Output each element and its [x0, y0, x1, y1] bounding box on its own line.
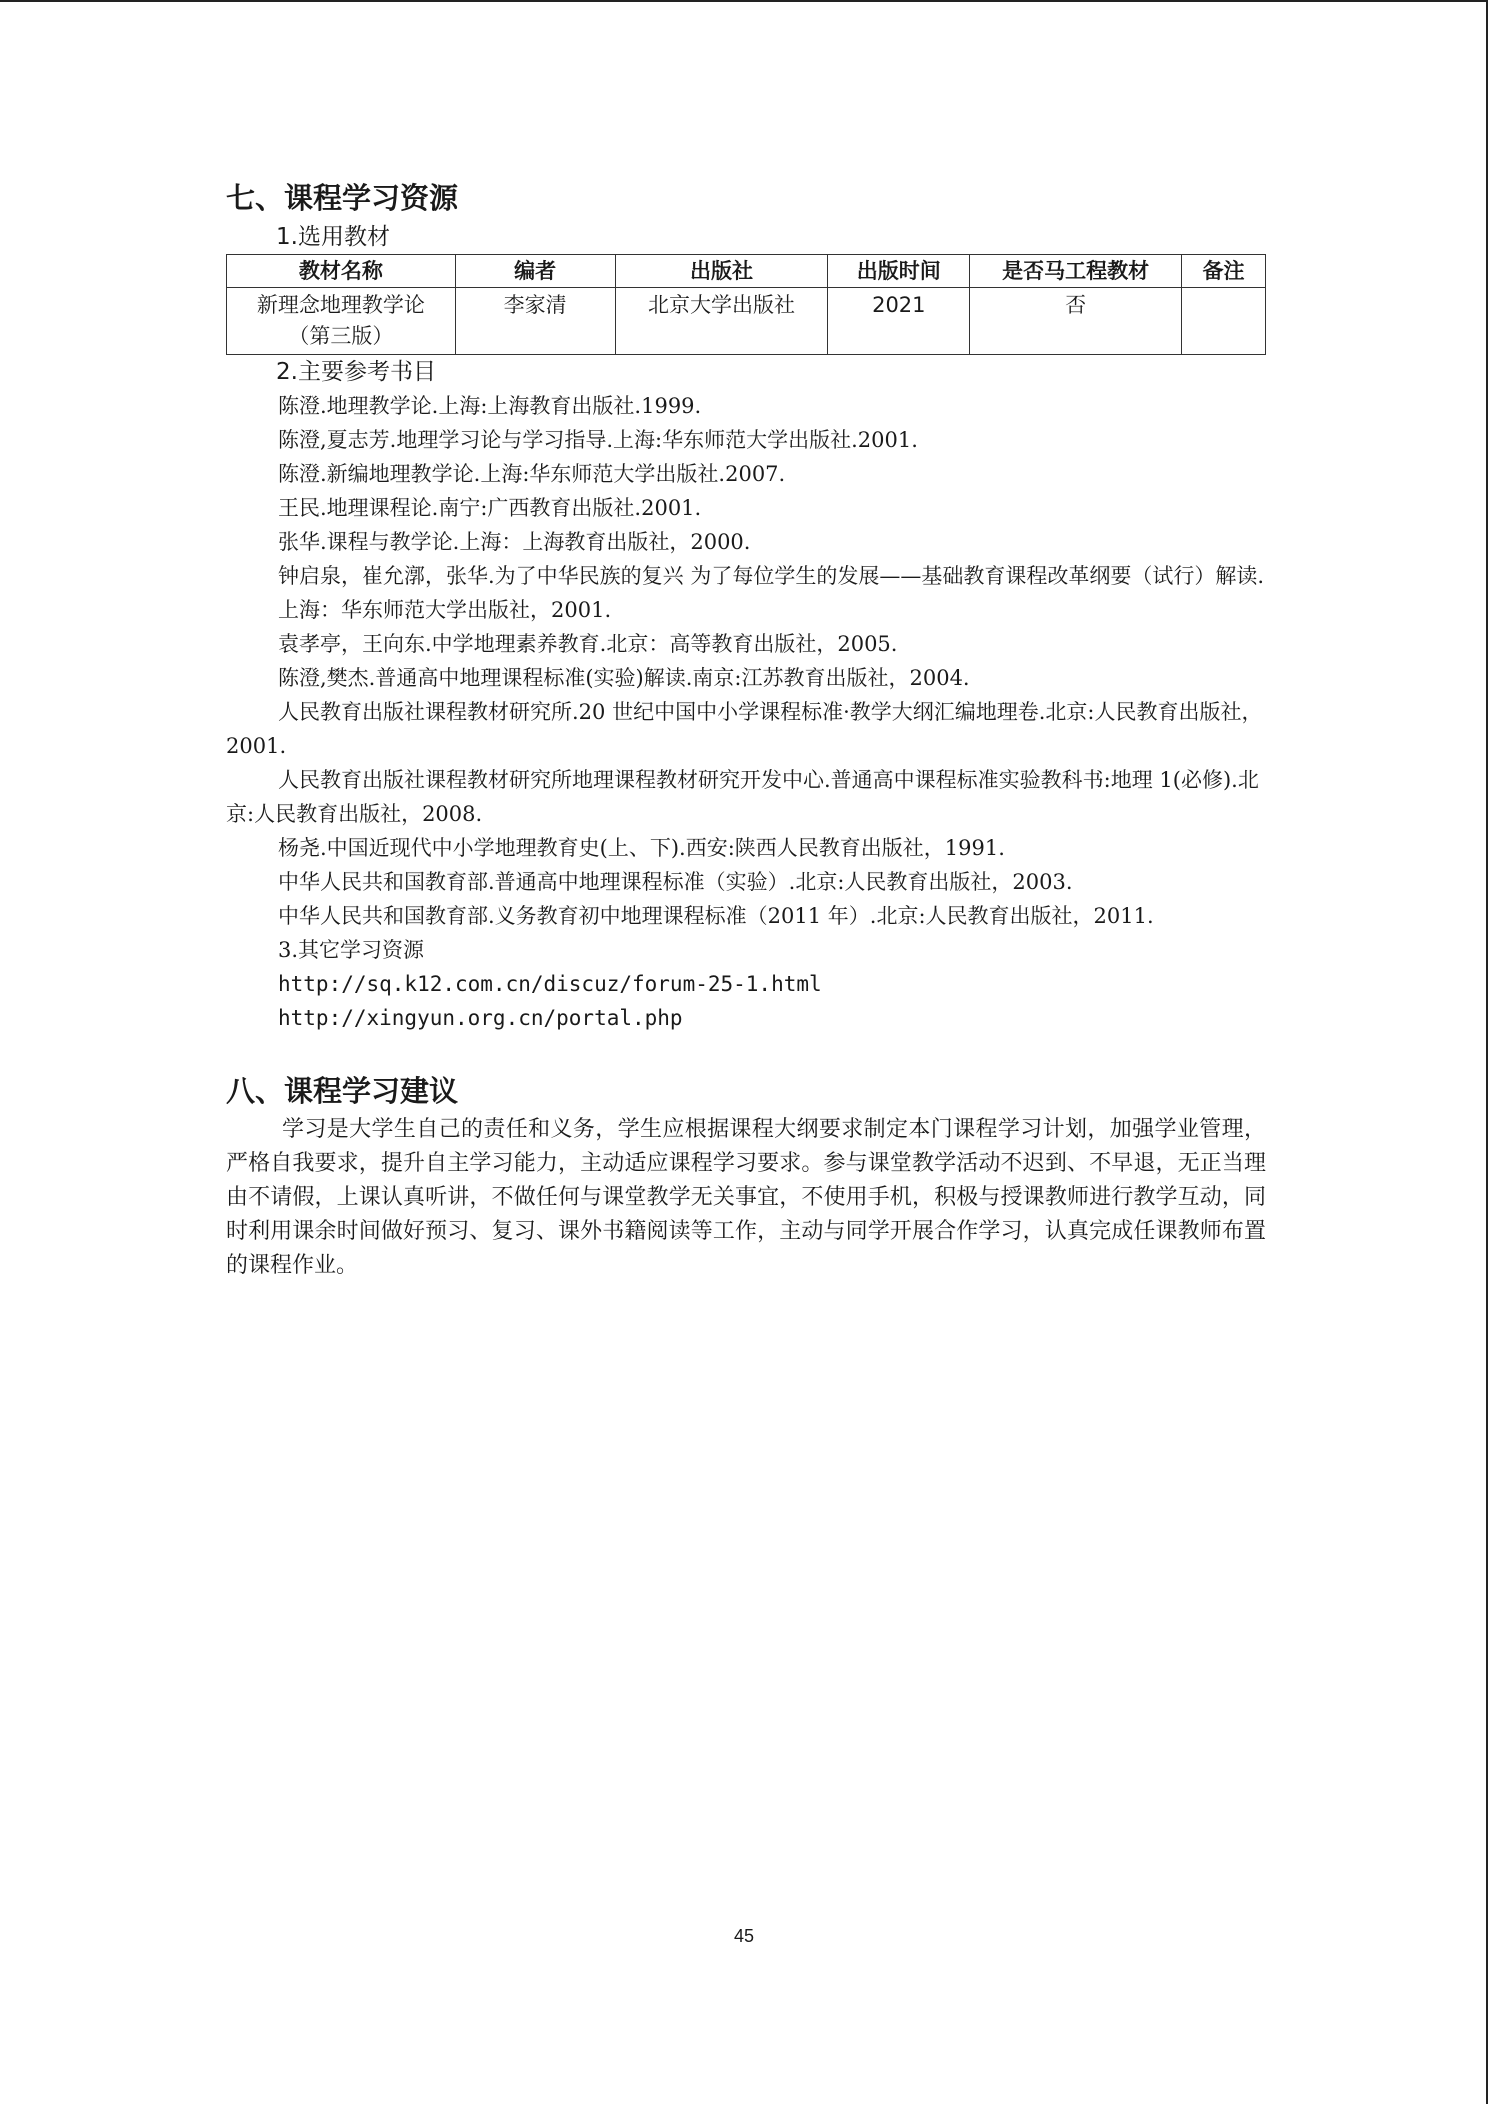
page-top-border — [0, 0, 1488, 2]
cell-note — [1182, 288, 1266, 355]
col-header-publisher: 出版社 — [615, 255, 828, 288]
col-header-editor: 编者 — [455, 255, 615, 288]
reference-item: 陈澄.地理教学论.上海:上海教育出版社.1999. — [278, 394, 702, 418]
reference-item: 人民教育出版社课程教材研究所地理课程教材研究开发中心.普通高中课程标准实验教科书:地理 1(必修).北京:人民教育出版社，2008. — [226, 768, 1259, 826]
section-7-title: 七、课程学习资源 — [226, 181, 459, 215]
cell-editor: 李家清 — [455, 288, 615, 355]
table-row — [227, 288, 1266, 355]
reference-item: 杨尧.中国近现代中小学地理教育史(上、下).西安:陕西人民教育出版社，1991. — [278, 836, 1005, 860]
study-advice-paragraph: 学习是大学生自己的责任和义务，学生应根据课程大纲要求制定本门课程学习计划，加强学业管理，严格自我要求，提升自主学习能力，主动适应课程学习要求。参与课堂教学活动不迟到、不早退，无正当理由不请假，上课认真听讲，不做任何与课堂教学无关事宜，不使用手机，积极与授课教师进行教学互动，同时利用课余时间做好预习、复习、课外书籍阅读等工作，主动与同学开展合作学习，认真完成任课教师布置的课程作业。 — [226, 1117, 1266, 1278]
reference-item: 中华人民共和国教育部.普通高中地理课程标准（实验）.北京:人民教育出版社，2003. — [278, 870, 1073, 894]
section-8-title: 八、课程学习建议 — [226, 1074, 459, 1108]
page-number: 45 — [733, 1926, 755, 1946]
references-subtitle: 2.主要参考书目 — [276, 359, 436, 385]
cell-name-line1: 新理念地理教学论 — [256, 293, 425, 317]
col-header-mgc: 是否马工程教材 — [970, 255, 1182, 288]
reference-item: 钟启泉，崔允漷，张华.为了中华民族的复兴 为了每位学生的发展——基础教育课程改革纲要（试行）解读.上海：华东师范大学出版社，2001. — [278, 564, 1265, 622]
resource-link[interactable]: http://xingyun.org.cn/portal.php — [278, 1006, 683, 1030]
reference-item: 人民教育出版社课程教材研究所.20 世纪中国中小学课程标准·教学大纲汇编地理卷.北京:人民教育出版社，2001. — [226, 700, 1263, 758]
textbook-subtitle: 1.选用教材 — [276, 224, 390, 250]
reference-item: 中华人民共和国教育部.义务教育初中地理课程标准（2011 年）.北京:人民教育出版社，2011. — [278, 904, 1154, 928]
reference-item: 张华.课程与教学论.上海：上海教育出版社，2000. — [278, 530, 751, 554]
cell-publisher: 北京大学出版社 — [615, 288, 828, 355]
document-page — [226, 176, 1266, 1283]
section-gap — [226, 1035, 1266, 1069]
col-header-name: 教材名称 — [227, 255, 456, 288]
reference-item: 陈澄,樊杰.普通高中地理课程标准(实验)解读.南京:江苏教育出版社，2004. — [278, 666, 970, 690]
cell-mgc: 否 — [970, 288, 1182, 355]
cell-name — [227, 288, 456, 355]
cell-year: 2021 — [828, 288, 970, 355]
other-resources-subtitle: 3.其它学习资源 — [278, 938, 425, 962]
col-header-year: 出版时间 — [828, 255, 970, 288]
reference-item: 陈澄,夏志芳.地理学习论与学习指导.上海:华东师范大学出版社.2001. — [278, 428, 918, 452]
reference-item: 陈澄.新编地理教学论.上海:华东师范大学出版社.2007. — [278, 462, 786, 486]
col-header-note: 备注 — [1182, 255, 1266, 288]
resource-link[interactable]: http://sq.k12.com.cn/discuz/forum-25-1.html — [278, 972, 822, 996]
cell-name-line2: （第三版） — [288, 324, 394, 348]
textbook-table — [226, 254, 1266, 355]
reference-item: 袁孝亭，王向东.中学地理素养教育.北京：高等教育出版社，2005. — [278, 632, 898, 656]
reference-item: 王民.地理课程论.南宁:广西教育出版社.2001. — [278, 496, 702, 520]
table-header-row — [227, 255, 1266, 288]
